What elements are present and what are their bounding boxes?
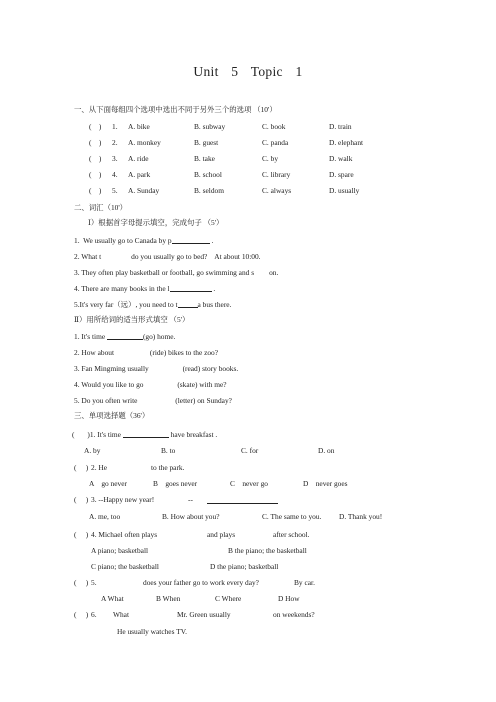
- option-a: A. Sunday: [128, 186, 160, 195]
- option-d: D the piano; basketball: [210, 562, 279, 571]
- option-b: B. guest: [194, 138, 219, 147]
- option-d: D. train: [329, 122, 352, 131]
- mc-question-3-stem: [74, 495, 374, 507]
- answer-blank[interactable]: [145, 379, 177, 388]
- answer-bracket[interactable]: ( ): [74, 610, 89, 619]
- list-item: [89, 186, 469, 198]
- option-b: B. take: [194, 154, 215, 163]
- vocab-sentence-2: 2. What t do you usually go to bed? At about 10:00.: [74, 252, 261, 261]
- list-item: [89, 170, 469, 182]
- option-d: D. spare: [329, 170, 354, 179]
- mc-question-4-options-row2: [91, 562, 391, 574]
- mc-question-2-options: [89, 479, 489, 491]
- answer-blank[interactable]: [170, 283, 212, 292]
- option-d: D never goes: [303, 479, 348, 488]
- part2-heading: Ⅱ）用所给词的适当形式填空 （5'）: [74, 315, 190, 324]
- question-number: 4.: [112, 170, 118, 179]
- option-c: C. panda: [262, 138, 289, 147]
- list-item: [89, 154, 469, 166]
- mc-question-1-stem: ( )1. It's time have breakfast .: [72, 430, 218, 439]
- option-b: B. seldom: [194, 186, 224, 195]
- question-stem-start: What: [113, 610, 130, 619]
- option-a: A. monkey: [128, 138, 161, 147]
- mc-question-4-stem: [74, 530, 374, 542]
- option-b: B. to: [161, 446, 176, 455]
- option-c: C. The same to you.: [262, 512, 322, 521]
- option-a: A. ride: [128, 154, 149, 163]
- mc-question-3-options: [89, 512, 489, 524]
- reply-dash: --: [188, 495, 193, 504]
- mc-question-1-options: [84, 446, 384, 458]
- page-title: Unit 5 Topic 1: [193, 64, 303, 79]
- question-stem: 3. --Happy new year!: [91, 495, 155, 504]
- answer-bracket[interactable]: ( ): [74, 495, 89, 504]
- option-c: C Where: [215, 594, 242, 603]
- option-a: A. me, too: [89, 512, 121, 521]
- question-number: 5.: [91, 578, 97, 587]
- answer-bracket[interactable]: ( ): [89, 154, 102, 163]
- answer-bracket[interactable]: ( ): [74, 463, 89, 472]
- question-number: 3.: [112, 154, 118, 163]
- option-a: A. bike: [128, 122, 150, 131]
- option-d: D. walk: [329, 154, 353, 163]
- option-d: D How: [278, 594, 300, 603]
- answer-bracket[interactable]: ( ): [74, 530, 89, 539]
- question-number: 5.: [112, 186, 118, 195]
- question-stem: does your father go to work every day?: [143, 578, 259, 587]
- vocab-sentence-1: 1. We usually go to Canada by p .: [74, 236, 214, 245]
- question-stem-end: to the park.: [151, 463, 185, 472]
- option-c: C. always: [262, 186, 292, 195]
- question-stem-start: 2. He: [91, 463, 108, 472]
- option-b: B goes never: [153, 479, 198, 488]
- option-a: A. park: [128, 170, 151, 179]
- answer-bracket[interactable]: ( ): [89, 170, 102, 179]
- option-a: A go never: [89, 479, 127, 488]
- form-sentence-3: 3. Fan Mingming usually (read) story books.: [74, 364, 239, 373]
- answer-blank[interactable]: [101, 251, 131, 260]
- list-item: [89, 122, 469, 134]
- answer-bracket[interactable]: ( ): [89, 122, 102, 131]
- question-stem-start: 4. Michael often plays: [91, 530, 158, 539]
- vocab-sentence-5: 5.It's very far（远）, you need to t a bus there.: [74, 300, 232, 309]
- form-sentence-5: 5. Do you often write (letter) on Sunday?: [74, 396, 232, 405]
- option-c: C. book: [262, 122, 286, 131]
- form-sentence-2: 2. How about (ride) bikes to the zoo?: [74, 348, 219, 357]
- answer-blank[interactable]: [107, 331, 143, 340]
- mc-question-2-stem: [74, 463, 274, 475]
- option-c: C. for: [241, 446, 259, 455]
- question-stem-end: on weekends?: [273, 610, 315, 619]
- mc-question-5-stem: [74, 578, 374, 590]
- option-c: C. by: [262, 154, 279, 163]
- option-a: A piano; basketball: [91, 546, 149, 555]
- option-d: D. elephant: [329, 138, 364, 147]
- mc-question-6-answer: He usually watches TV.: [117, 627, 187, 636]
- question-answer: By car.: [294, 578, 315, 587]
- answer-blank[interactable]: [254, 267, 269, 276]
- mc-question-4-options-row1: [91, 546, 391, 558]
- option-c: C piano; the basketball: [91, 562, 159, 571]
- form-sentence-1: 1. It's time (go) home.: [74, 332, 176, 341]
- section3-heading: 三、单项选择题（36'）: [74, 411, 150, 420]
- form-sentence-4: 4. Would you like to go (skate) with me?: [74, 380, 227, 389]
- option-a: A. by: [84, 446, 101, 455]
- question-stem-middle: Mr. Green usually: [177, 610, 231, 619]
- option-d: D. on: [318, 446, 335, 455]
- option-d: D. usually: [329, 186, 360, 195]
- option-a: A What: [101, 594, 124, 603]
- vocab-sentence-4: 4. There are many books in the l .: [74, 284, 216, 293]
- option-b: B. school: [194, 170, 222, 179]
- answer-bracket[interactable]: ( ): [74, 578, 89, 587]
- question-number: 1.: [112, 122, 118, 131]
- list-item: [89, 138, 469, 150]
- option-b: B. subway: [194, 122, 226, 131]
- answer-blank[interactable]: [151, 363, 183, 372]
- option-c: C. library: [262, 170, 291, 179]
- section2-heading: 二、词汇（10'）: [74, 203, 128, 212]
- answer-blank[interactable]: [207, 495, 278, 504]
- question-number: 6.: [91, 610, 97, 619]
- answer-blank[interactable]: [116, 347, 150, 356]
- option-c: C never go: [230, 479, 268, 488]
- question-stem-middle: and plays: [207, 530, 236, 539]
- option-b: B the piano; the basketball: [228, 546, 307, 555]
- option-b: B When: [156, 594, 181, 603]
- answer-blank[interactable]: [178, 299, 198, 308]
- answer-blank[interactable]: [139, 395, 175, 404]
- question-number: 2.: [112, 138, 118, 147]
- answer-bracket[interactable]: ( ): [89, 186, 102, 195]
- answer-bracket[interactable]: ( ): [89, 138, 102, 147]
- vocab-sentence-3: 3. They often play basketball or football, go swimming and s on.: [74, 268, 279, 277]
- part1-heading: Ⅰ）根据首字母提示填空，完成句子 （5'）: [88, 218, 224, 227]
- mc-question-5-options: [101, 594, 401, 606]
- section1-heading: 一、从下面每组四个选项中选出不同于另外三个的选项 （10'）: [74, 105, 277, 114]
- question-stem-end: after school.: [273, 530, 310, 539]
- mc-question-6-stem: [74, 610, 374, 622]
- option-b: B. How about you?: [162, 512, 220, 521]
- answer-bracket[interactable]: ( ): [72, 430, 90, 439]
- answer-blank[interactable]: [172, 235, 210, 244]
- answer-blank[interactable]: [123, 429, 169, 438]
- option-d: D. Thank you!: [339, 512, 383, 521]
